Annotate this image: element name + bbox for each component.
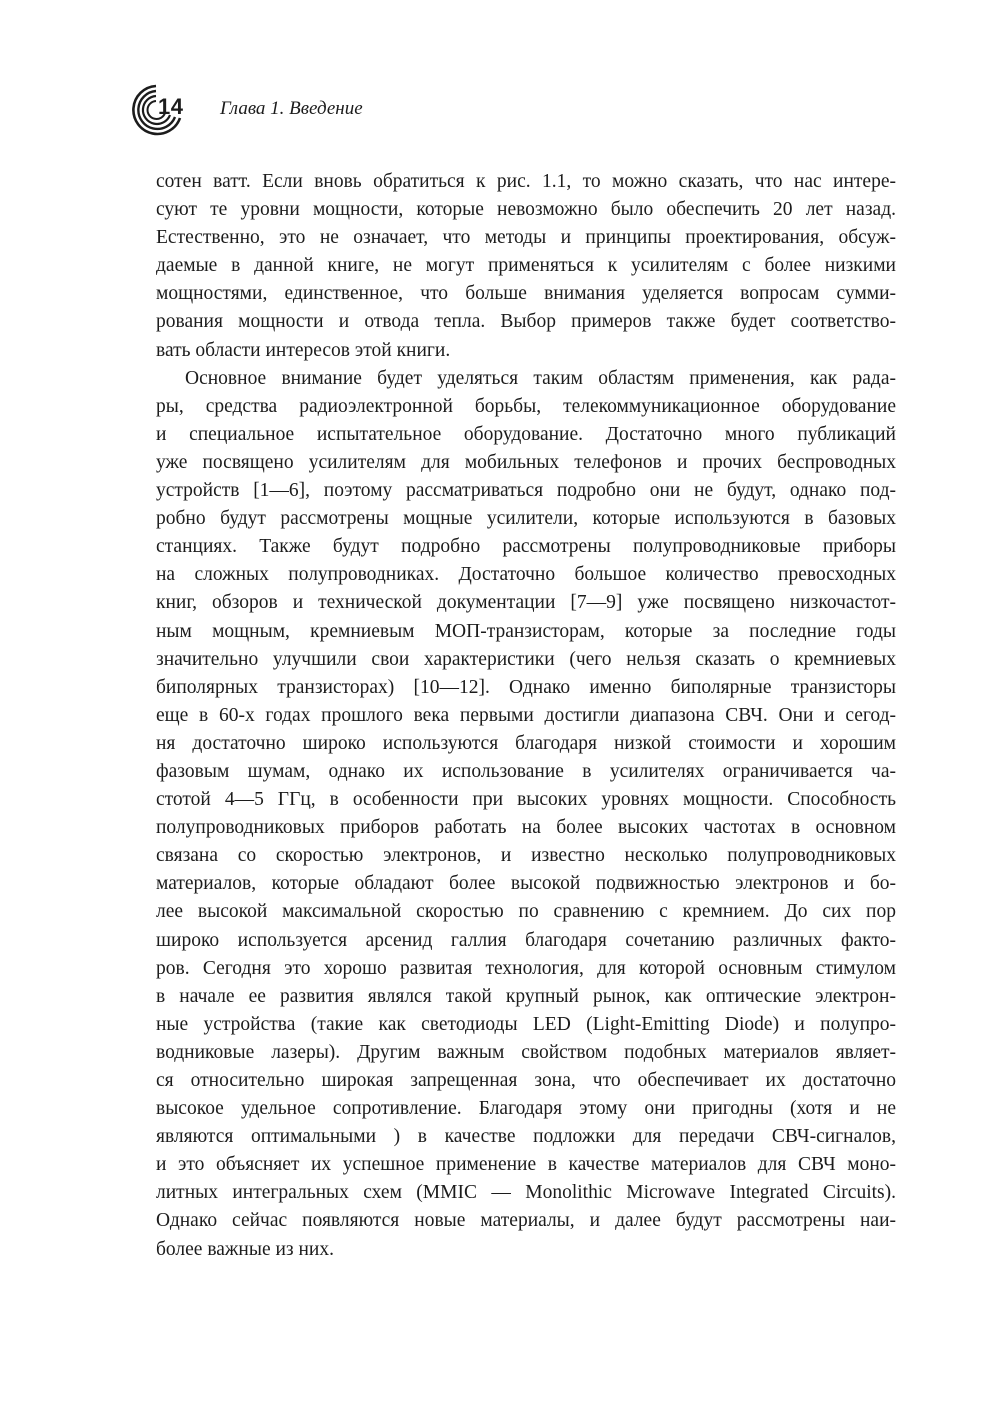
text-line: водниковые лазеры). Другим важным свойством подобных материалов являет- [156,1041,896,1063]
text-line: Естественно, это не означает, что методы и принципы проектирования, обсуж- [156,227,896,249]
text-line: ров. Сегодня это хорошо развитая технология, для которой основным стимулом [156,957,896,979]
text-line: лее высокой максимальной скоростью по сравнению с кремнием. До сих пор [156,901,896,923]
text-line: станциях. Также будут подробно рассмотрены полупроводниковые приборы [156,536,896,558]
paragraph-1 [156,168,896,365]
text-line: ня достаточно широко используются благодаря низкой стоимости и хорошим [156,732,896,754]
text-line: биполярных транзисторах) [10—12]. Однако именно биполярные транзисторы [156,676,896,698]
text-line: книг, обзоров и технической документации [7—9] уже посвящено низкочастот- [156,592,896,614]
page-header [128,82,528,142]
text-line: Основное внимание будет уделяться таким областям применения, как рада- [185,367,896,389]
text-line: на сложных полупроводниках. Достаточно большое количество превосходных [156,564,896,586]
page-number: 14 [158,94,184,119]
text-line: высокое удельное сопротивление. Благодаря этому они пригодны (хотя и не [156,1098,896,1120]
text-line: мощностями, единственное, что больше внимания уделяется вопросам сумми- [156,283,896,305]
text-line: ры, средства радиоэлектронной борьбы, телекоммуникационное оборудование [156,395,896,417]
chapter-title: Глава 1. Введение [220,98,363,119]
text-line: суют те уровни мощности, которые невозможно было обеспечить 20 лет назад. [156,199,896,221]
body-text [156,168,896,1264]
text-line: даемые в данной книге, не могут применяться к усилителям с более низкими [156,255,896,277]
text-line: робно будут рассмотрены мощные усилители, которые используются в базовых [156,508,896,530]
text-line: фазовым шумам, однако их использование в усилителях ограничивается ча- [156,760,896,782]
text-line: и специальное испытательное оборудование. Достаточно много публикаций [156,423,896,445]
text-line: уже посвящено усилителям для мобильных телефонов и прочих беспроводных [156,451,896,473]
text-line: и это объясняет их успешное применение в качестве материалов для СВЧ моно- [156,1154,896,1176]
text-line: полупроводниковых приборов работать на более высоких частотах в основном [156,817,896,839]
text-line: связана со скоростью электронов, и известно несколько полупроводниковых [156,845,896,867]
text-line: ные устройства (такие как светодиоды LED (Light-Emitting Diode) и полупро- [156,1013,896,1035]
text-line: являются оптимальными ) в качестве подложки для передачи СВЧ-сигналов, [156,1126,896,1148]
text-line: ным мощным, кремниевым МОП-транзисторам, которые за последние годы [156,620,896,642]
text-line: вать области интересов этой книги. [156,339,451,361]
text-line: стотой 4—5 ГГц, в особенности при высоких уровнях мощности. Способность [156,789,896,811]
text-line: материалов, которые обладают более высокой подвижностью электронов и бо- [156,873,896,895]
text-line: литных интегральных схем (MMIC — Monolithic Microwave Integrated Circuits). [156,1182,896,1204]
text-line: рования мощности и отвода тепла. Выбор примеров также будет соответство- [156,311,896,333]
text-line: еще в 60-х годах прошлого века первыми достигли диапазона СВЧ. Они и сегод- [156,704,896,726]
text-line: устройств [1—6], поэтому рассматриваться подробно они не будут, однако под- [156,480,896,502]
text-line: более важные из них. [156,1238,334,1260]
text-line: Однако сейчас появляются новые материалы, и далее будут рассмотрены наи- [156,1210,896,1232]
text-line: широко используется арсенид галлия благодаря сочетанию различных факто- [156,929,896,951]
text-line: значительно улучшили свои характеристики (чего нельзя сказать о кремниевых [156,648,896,670]
text-line: в начале ее развития являлся такой крупный рынок, как оптические электрон- [156,985,896,1007]
text-line: ся относительно широкая запрещенная зона, что обеспечивает их достаточно [156,1070,896,1091]
text-line: сотен ватт. Если вновь обратиться к рис. 1.1, то можно сказать, что нас интере- [156,171,896,192]
paragraph-2 [156,365,896,1264]
